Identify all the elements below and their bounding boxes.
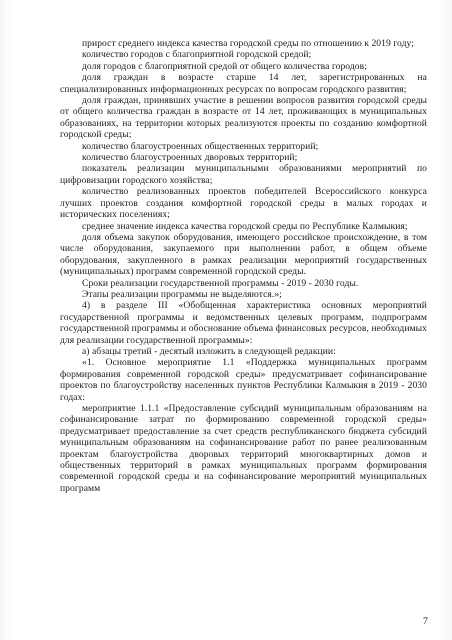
paragraph-1: прирост среднего индекса качества городской среды по отношению к 2019 году; — [82, 38, 414, 49]
paragraph-6: количество благоустроенных общественных территорий; — [82, 140, 319, 152]
paragraph-2: количество городов с благоприятной городской средой; — [82, 49, 312, 61]
paragraph-10: среднее значение индекса качества городской среды по Республике Калмыкия; — [82, 220, 408, 232]
paragraph-7: количество благоустроенных дворовых территорий; — [82, 152, 298, 164]
paragraph-5: доля граждан, принявших участие в решении вопросов развития городской среды от общего количества граждан в возрасте от 14 лет, проживающих в муниципальных образованиях, на территории которых реализуются проекты по созданию комфортной городской среды; — [60, 95, 427, 141]
paragraph-17: мероприятие 1.1.1 «Предоставление субсидий муниципальным образованиям на софинансирование затрат по формированию современной городской среды» предусматривает предоставление за счет средств республиканского бюджета субсидий муниципальным образованиям на софинансирование работ по ранее реализованным проектам благоустройства дворовых территорий многоквартирных домов и общественных территорий в рамках муниципальных программ формирования современной городской среды и на софинансирование мероприятий муниципальных программ — [60, 403, 427, 494]
page-number: 7 — [423, 616, 428, 627]
paragraph-11: доля объема закупок оборудования, имеющего российское происхождение, в том числе оборудования, закупаемого при выполнении работ, в общем объеме оборудования, закупленного в рамках реализации мероприятий государственных (муниципальных) программ современной городской среды. — [60, 231, 427, 278]
body-text — [60, 38, 427, 494]
paragraph-15: а) абзацы третий - десятый изложить в следующей редакции: — [82, 345, 336, 357]
paragraph-12: Сроки реализации государственной программы - 2019 - 2030 годы. — [82, 277, 359, 289]
paragraph-14: 4) в разделе III «Обобщенная характеристика основных мероприятий государственной программы и ведомственных целевых программ, подпрограмм государственной программы и обоснование объема финансовых ресурсов, необходимых для реализации государственной программы»: — [60, 300, 427, 346]
paragraph-4: доля граждан в возрасте старше 14 лет, зарегистрированных на специализированных информационных ресурсах по вопросам городского развития; — [60, 72, 427, 95]
paragraph-13: Этапы реализации программы не выделяются.»; — [82, 288, 282, 300]
paragraph-8: показатель реализации муниципальными образованиями мероприятий по цифровизации городского хозяйства; — [60, 163, 427, 186]
paragraph-3: доля городов с благоприятной средой от общего количества городов; — [82, 60, 367, 72]
paragraph-16: «1. Основное мероприятие 1.1 «Поддержка муниципальных программ формирования современной городской среды» предусматривает софинансирование проектов по благоустройству населенных пунктов Республики Калмыкия в 2019 - 2030 годах: — [60, 357, 427, 403]
paragraph-9: количество реализованных проектов победителей Всероссийского конкурса лучших проектов создания комфортной городской среды в малых городах и исторических поселениях; — [60, 186, 427, 221]
